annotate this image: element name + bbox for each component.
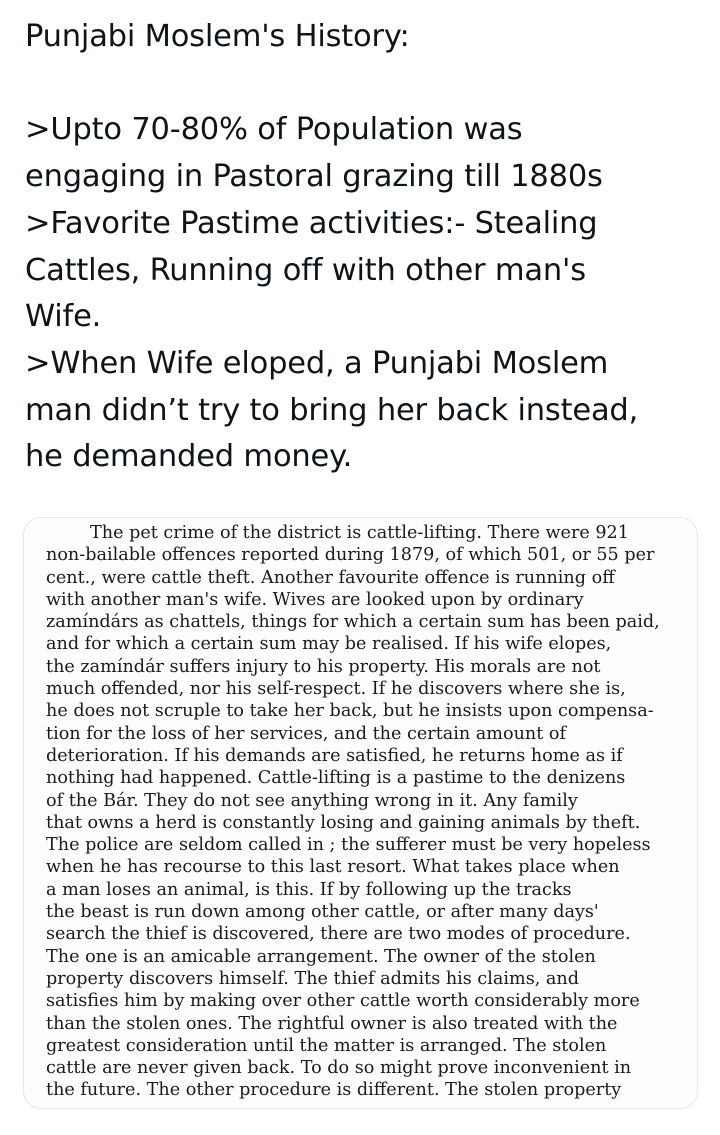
tweet-line: >Favorite Pastime activities:- Stealing [25,205,598,241]
scanned-document-text [46,522,666,1102]
scan-line: when he has recourse to this last resort. What takes place when [46,857,620,878]
tweet-line: Cattles, Running off with other man's [25,252,586,288]
scan-line: a man loses an animal, is this. If by following up the tracks [46,879,572,900]
scan-line: nothing had happened. Cattle-lifting is a pastime to the denizens [46,768,626,789]
scan-line: with another man's wife. Wives are looked upon by ordinary [46,589,584,610]
scan-line: search the thief is discovered, there are two modes of procedure. [46,924,631,945]
scan-line: satisfies him by making over other cattle worth considerably more [46,991,640,1012]
tweet-text [25,14,705,481]
scan-line: greatest consideration until the matter is arranged. The stolen [46,1035,607,1056]
scan-line: deterioration. If his demands are satisfied, he returns home as if [46,745,623,766]
scan-line: that owns a herd is constantly losing and gaining animals by theft. [46,812,641,833]
scan-line: zamíndárs as chattels, things for which a certain sum has been paid, [46,612,660,633]
scan-line: the future. The other procedure is different. The stolen property [46,1080,622,1101]
scan-line: than the stolen ones. The rightful owner is also treated with the [46,1013,618,1034]
attached-image[interactable] [23,517,698,1109]
scan-line: cattle are never given back. To do so might prove inconvenient in [46,1058,632,1079]
scan-line: the beast is run down among other cattle, or after many days' [46,902,599,923]
scan-line: property discovers himself. The thief admits his claims, and [46,968,580,989]
scan-line: non-bailable offences reported during 1879, of which 501, or 55 per [46,545,655,566]
scan-line: and for which a certain sum may be realised. If his wife elopes, [46,634,612,655]
tweet-line: man didn’t try to bring her back instead, [25,392,639,428]
scan-line: the zamíndár suffers injury to his property. His morals are not [46,656,601,677]
scan-line: The police are seldom called in ; the sufferer must be very hopeless [46,835,651,856]
tweet-line: Punjabi Moslem's History: [25,19,410,54]
tweet-line: >When Wife eloped, a Punjabi Moslem [25,345,609,381]
scan-line: The pet crime of the district is cattle-lifting. There were 921 [90,523,629,543]
scan-line: tion for the loss of her services, and the certain amount of [46,723,566,744]
scan-line: he does not scruple to take her back, but he insists upon compensa- [46,701,654,722]
tweet-line: he demanded money. [25,439,353,475]
scan-line: of the Bár. They do not see anything wrong in it. Any family [46,790,578,811]
tweet-line: engaging in Pastoral grazing till 1880s [25,159,603,195]
scan-line: The one is an amicable arrangement. The owner of the stolen [46,946,596,967]
tweet-line: >Upto 70-80% of Population was [25,112,523,148]
tweet-blank-line [25,61,705,108]
scan-line: cent., were cattle theft. Another favourite offence is running off [46,567,615,588]
tweet-line: Wife. [25,299,102,335]
scan-line: much offended, nor his self-respect. If he discovers where she is, [46,679,626,700]
